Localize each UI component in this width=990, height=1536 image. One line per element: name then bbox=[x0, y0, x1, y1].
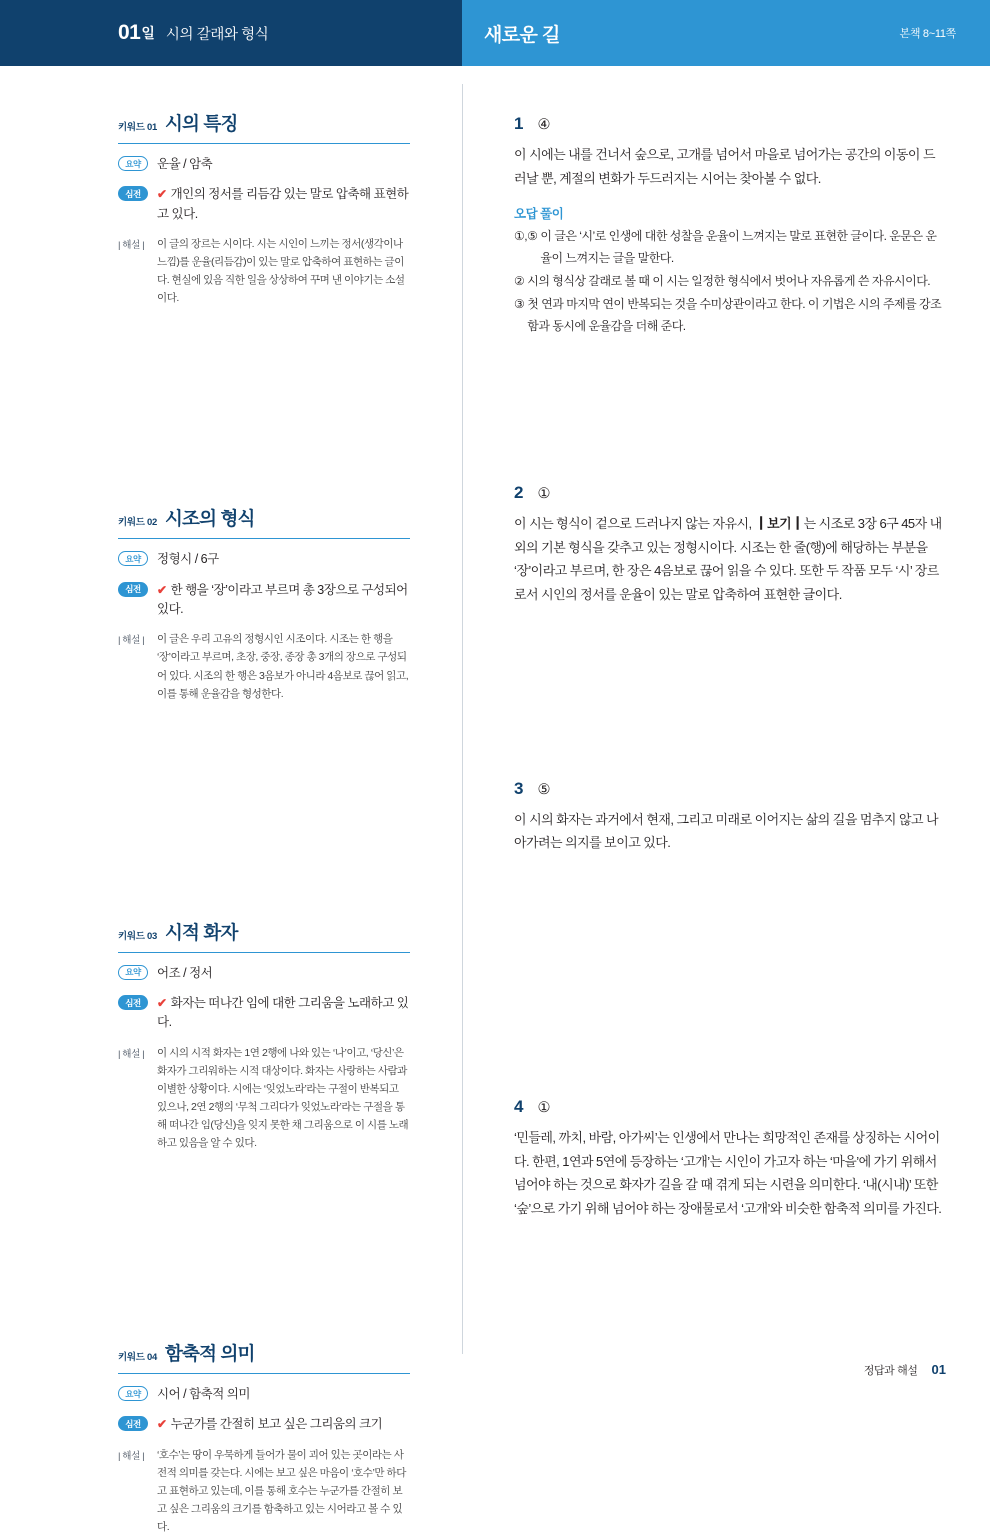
left-column bbox=[0, 66, 462, 1533]
explanation-label: | 해설 | bbox=[118, 240, 145, 252]
keyword-title: 함축적 의미 bbox=[164, 1343, 255, 1365]
core-text-wrap bbox=[157, 994, 410, 1033]
core-text: 개인의 정서를 리듬감 있는 말로 압축해 표현하고 있다. bbox=[157, 187, 409, 221]
spacer-left-2 bbox=[118, 751, 410, 919]
answer-heading bbox=[514, 114, 946, 134]
keyword-tag: 키워드 01 bbox=[118, 122, 157, 133]
explanation-row bbox=[118, 630, 410, 702]
check-icon: ✔ bbox=[157, 996, 167, 1010]
keyword-title: 시조의 형식 bbox=[164, 508, 255, 530]
spacer-right-2 bbox=[514, 641, 946, 779]
core-row bbox=[118, 581, 410, 620]
keyword-heading bbox=[118, 1340, 410, 1374]
explanation-label: | 해설 | bbox=[118, 635, 145, 647]
unit-title: 시의 갈래와 형식 bbox=[165, 26, 269, 43]
answer-heading bbox=[514, 483, 946, 503]
page-content bbox=[0, 66, 990, 1533]
explanation-text: ‘호수’는 땅이 우묵하게 들어가 물이 괴어 있는 곳이라는 사전적 의미를 갖는다. 시에는 보고 싶은 마음이 ‘호수’만 하다고 표현하고 있는데, 이를 통해 호수는 누군가를 간절히 보고 싶은 그리움의 크기를 함축하고 있는 시어라고 볼 수 있다. bbox=[157, 1448, 406, 1533]
spacer-right-3 bbox=[514, 889, 946, 1097]
keyword-block-4 bbox=[118, 1340, 410, 1536]
explanation-text: 이 시의 시적 화자는 1연 2행에 나와 있는 ‘나’이고, ‘당신’은 화자가 그리워하는 시적 대상이다. 화자는 사랑하는 사람과 이별한 상황이다. 시에는 ‘잊었노라’라는 구절이 반복되고 있으나, 2연 2행의 ‘무척 그리다가 잊었노라’라는 구절을 통해 떠나간 임(당신)을 잊지 못한 채 그리움으로 이 시를 노래하고 있음을 알 수 있다. bbox=[157, 1046, 409, 1149]
explanation-label: | 해설 | bbox=[118, 1048, 145, 1060]
summary-row bbox=[118, 550, 410, 569]
check-icon: ✔ bbox=[157, 582, 167, 597]
answer-body: ‘민들레, 까치, 바람, 아가씨’는 인생에서 만나는 희망적인 존재를 상징하는 시어이다. 한편, 1연과 5연에 등장하는 ‘고개’는 시인이 가고자 하는 ‘마을’에 가기 위해서 넘어야 하는 것으로 화자가 길을 갈 때 겪게 되는 시련을 의미한다. ‘내(시내)’ 또한 ‘숲’으로 가기 위해 넘어야 하는 장애물로서 ‘고개’와 비슷한 함축적 의미를 가진다. bbox=[514, 1130, 942, 1217]
summary-badge: 요약 bbox=[118, 1386, 148, 1401]
page-header bbox=[0, 0, 990, 66]
boki-marker: ┃보기┃ bbox=[754, 516, 804, 532]
keyword-tag: 키워드 03 bbox=[118, 930, 157, 942]
summary-text: 어조 / 정서 bbox=[157, 965, 213, 980]
wrong-answer-item bbox=[514, 271, 946, 292]
core-text-wrap bbox=[157, 581, 410, 620]
answer-choice: ① bbox=[537, 486, 551, 503]
summary-text: 운율 / 암축 bbox=[157, 157, 213, 171]
textbook-pages: 본책 8~11쪽 bbox=[899, 28, 956, 40]
explanation-row bbox=[118, 235, 410, 307]
core-text: 누군가를 간절히 보고 싶은 그리움의 크기 bbox=[170, 1417, 383, 1432]
summary-badge: 요약 bbox=[118, 156, 148, 171]
core-row bbox=[118, 994, 410, 1033]
wrong-answer-item bbox=[514, 294, 946, 337]
keyword-title: 시의 특징 bbox=[164, 113, 238, 134]
check-icon: ✔ bbox=[157, 187, 167, 202]
answer-body bbox=[514, 512, 946, 607]
answer-number: 2 bbox=[514, 483, 524, 503]
spacer-right-1 bbox=[514, 371, 946, 483]
check-icon: ✔ bbox=[157, 1417, 167, 1432]
wrong-answer-mark: ② bbox=[514, 274, 525, 289]
day-number: 01 bbox=[118, 21, 141, 44]
wrong-answer-text: 이 글은 ‘시’로 인생에 대한 성찰을 운율이 느껴지는 말로 표현한 글이다. 운문은 운율이 느껴지는 글을 말한다. bbox=[540, 229, 937, 265]
answer-number: 3 bbox=[514, 778, 524, 798]
footer-page-number: 01 bbox=[931, 1362, 946, 1377]
summary-badge: 요약 bbox=[118, 551, 148, 566]
explanation-row bbox=[118, 1446, 410, 1536]
answer-number: 1 bbox=[514, 114, 524, 133]
summary-text: 시어 / 함축적 의미 bbox=[157, 1387, 250, 1402]
keyword-heading bbox=[118, 110, 410, 144]
answer-block-2 bbox=[514, 483, 946, 607]
keyword-block-2 bbox=[118, 505, 410, 702]
answer-body: 이 시의 화자는 과거에서 현재, 그리고 미래로 이어지는 삶의 길을 멈추지 않고 나아가려는 의지를 보이고 있다. bbox=[514, 811, 939, 851]
answer-choice: ① bbox=[537, 1100, 551, 1117]
summary-text: 정형시 / 6구 bbox=[157, 552, 219, 567]
core-badge: 심전 bbox=[118, 186, 148, 201]
keyword-block-3 bbox=[118, 919, 410, 1152]
wrong-answer-text: 첫 연과 마지막 연이 반복되는 것을 수미상관이라고 한다. 이 기법은 시의 주제를 강조함과 동시에 운율감을 더해 준다. bbox=[527, 297, 942, 333]
core-row bbox=[118, 1415, 410, 1434]
work-title: 새로운 길 bbox=[484, 24, 560, 46]
right-column bbox=[462, 66, 990, 1400]
keyword-heading bbox=[118, 505, 410, 539]
spacer-left-1 bbox=[118, 355, 410, 505]
wrong-answer-text: 시의 형식상 갈래로 볼 때 이 시는 일정한 형식에서 벗어나 자유롭게 쓴 자유시이다. bbox=[527, 274, 931, 289]
wrong-answer-mark: ①,⑤ bbox=[514, 229, 538, 244]
wrong-answer-mark: ③ bbox=[514, 297, 525, 312]
keyword-tag: 키워드 02 bbox=[118, 517, 157, 529]
core-row bbox=[118, 185, 410, 224]
explanation-text: 이 글은 우리 고유의 정형시인 시조이다. 시조는 한 행을 ‘장’이라고 부르며, 초장, 중장, 종장 총 3개의 장으로 구성되어 있다. 시조의 한 행은 3음보가 아니라 4음보로 끊어 읽고, 이를 통해 운율감을 형성한다. bbox=[157, 633, 409, 700]
page-footer bbox=[864, 1362, 946, 1378]
keyword-title: 시적 화자 bbox=[164, 921, 238, 943]
core-text-wrap bbox=[157, 1415, 382, 1434]
answer-number: 4 bbox=[514, 1097, 524, 1117]
core-badge: 심전 bbox=[118, 995, 148, 1010]
explanation-label: | 해설 | bbox=[118, 1450, 145, 1462]
core-text-wrap bbox=[157, 185, 410, 224]
wrong-answer-title: 오답 풀이 bbox=[514, 207, 564, 222]
explanation-text: 이 글의 장르는 시이다. 시는 시인이 느끼는 정서(생각이나 느낌)를 운율(리듬감)이 있는 말로 압축하여 표현하는 글이다. 현실에 있음 직한 일을 상상하여 꾸며 낸 이야기는 소설이다. bbox=[157, 238, 405, 305]
answer-choice: ⑤ bbox=[537, 781, 551, 798]
keyword-block-1 bbox=[118, 110, 410, 307]
answer-heading bbox=[514, 779, 946, 799]
summary-row bbox=[118, 155, 410, 174]
day-unit-label: 일 bbox=[141, 25, 155, 41]
answer-block-4 bbox=[514, 1097, 946, 1221]
core-badge: 심전 bbox=[118, 1416, 148, 1431]
footer-label: 정답과 해설 bbox=[863, 1365, 918, 1377]
answer-body-pre: 이 시는 형식이 겉으로 드러나지 않는 자유시, bbox=[514, 516, 755, 532]
explanation-row bbox=[118, 1044, 410, 1152]
summary-row bbox=[118, 964, 410, 983]
header-left-band bbox=[0, 0, 462, 66]
answer-choice: ④ bbox=[537, 117, 551, 133]
keyword-tag: 키워드 04 bbox=[118, 1352, 157, 1364]
core-text: 화자는 떠나간 임에 대한 그리움을 노래하고 있다. bbox=[157, 996, 409, 1030]
wrong-answer-item bbox=[514, 226, 946, 269]
spacer-left-3 bbox=[118, 1200, 410, 1340]
keyword-heading bbox=[118, 919, 410, 953]
header-right-band bbox=[462, 0, 990, 66]
answer-heading bbox=[514, 1097, 946, 1117]
answer-block-3 bbox=[514, 779, 946, 855]
core-text: 한 행을 ‘장’이라고 부르며 총 3장으로 구성되어 있다. bbox=[157, 582, 408, 617]
answer-body: 이 시에는 내를 건너서 숲으로, 고개를 넘어서 마을로 넘어가는 공간의 이동이 드러날 뿐, 계절의 변화가 두드러지는 시어는 찾아볼 수 없다. bbox=[514, 147, 935, 186]
column-divider bbox=[462, 84, 463, 1354]
summary-row bbox=[118, 1385, 410, 1404]
answer-body-post: 는 시조로 3장 6구 45자 내외의 기본 형식을 갖추고 있는 정형시이다. 시조는 한 줄(행)에 해당하는 부분을 ‘장’이라고 부르며, 한 장은 4음보로 끊어 읽을 수 있다. 또한 두 작품 모두 ‘시’ 장르로서 시인의 정서를 운율이 있는 말로 압축하여 표현한 글이다. bbox=[514, 516, 942, 603]
answer-block-1 bbox=[514, 114, 946, 337]
core-badge: 심전 bbox=[118, 582, 148, 597]
summary-badge: 요약 bbox=[118, 965, 148, 980]
